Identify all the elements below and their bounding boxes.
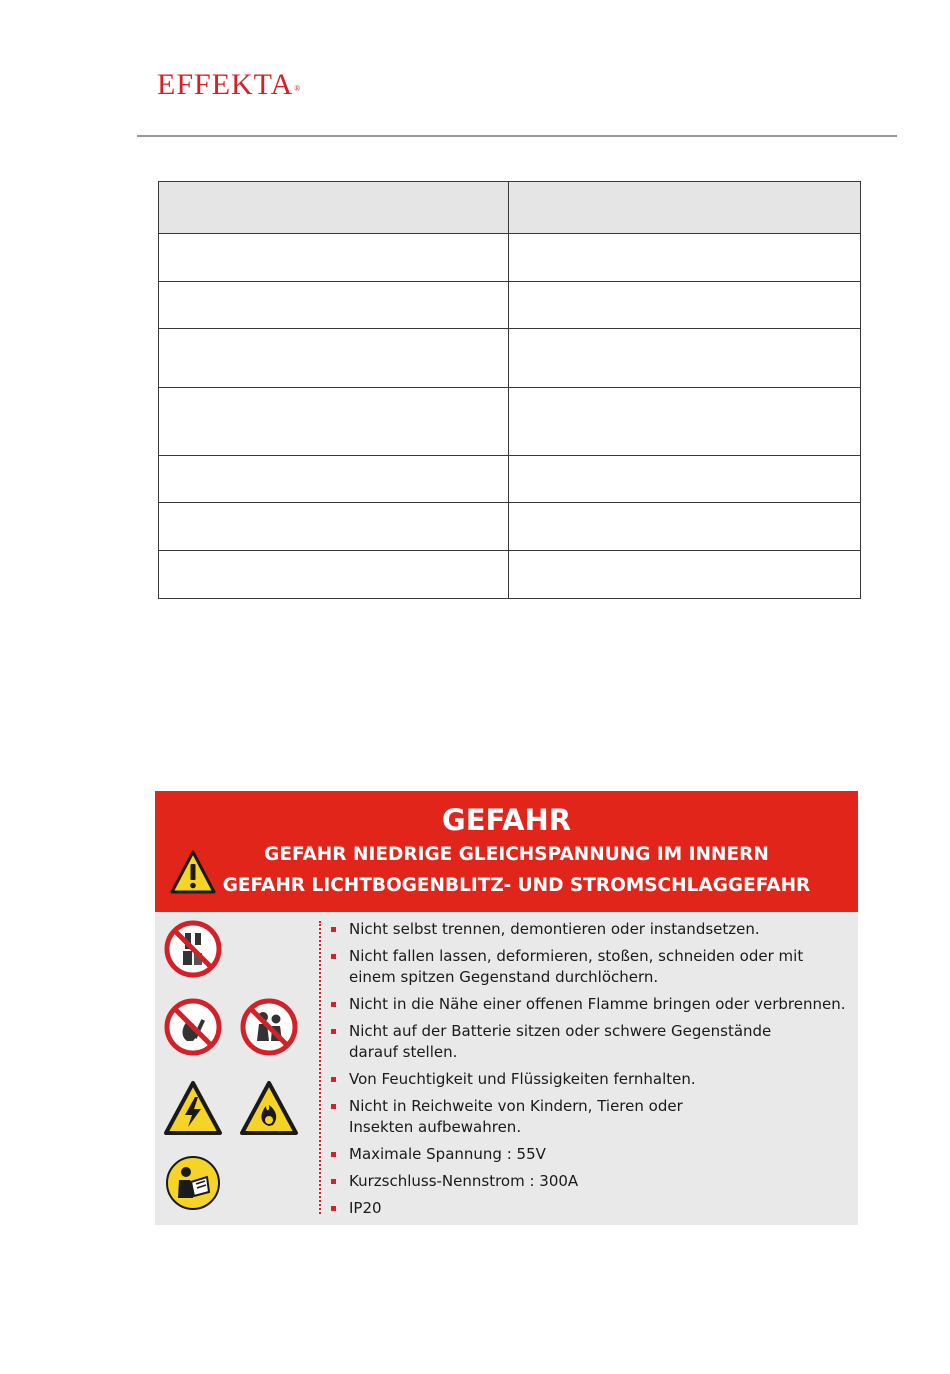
table-cell <box>509 329 861 388</box>
danger-label <box>155 791 858 1225</box>
no-open-flame-icon <box>163 997 223 1062</box>
list-item: Nicht in Reichweite von Kindern, Tieren oder Insekten aufbewahren. <box>329 1096 854 1138</box>
danger-label-header <box>155 791 858 912</box>
spec-table <box>158 181 861 599</box>
list-item: Nicht in die Nähe einer offenen Flamme bringen oder verbrennen. <box>329 994 854 1015</box>
keep-away-from-children-icon <box>239 997 299 1062</box>
list-item: Von Feuchtigkeit und Flüssigkeiten fernhalten. <box>329 1069 854 1090</box>
list-item: IP20 <box>329 1198 854 1219</box>
safety-instructions-list <box>329 919 854 1225</box>
no-disassembly-icon <box>163 919 223 984</box>
table-cell <box>159 551 509 599</box>
list-item: Maximale Spannung : 55V <box>329 1144 854 1165</box>
table-row <box>159 388 861 456</box>
table-cell <box>509 551 861 599</box>
effekta-logo <box>157 66 299 104</box>
table-cell <box>159 388 509 456</box>
header-divider <box>137 135 897 137</box>
list-item: Nicht auf der Batterie sitzen oder schwere Gegenstände darauf stellen. <box>329 1021 854 1063</box>
danger-subtitle-voltage: GEFAHR NIEDRIGE GLEICHSPANNUNG IM INNERN <box>264 844 769 865</box>
flammable-warning-icon <box>239 1079 299 1142</box>
table-row <box>159 329 861 388</box>
table-cell <box>509 282 861 329</box>
danger-title: GEFAHR <box>441 803 572 837</box>
danger-subtitle-arc-flash: GEFAHR LICHTBOGENBLITZ- UND STROMSCHLAGGEFAHR <box>222 875 811 896</box>
table-header-cell <box>159 182 509 234</box>
table-cell <box>509 503 861 551</box>
table-cell <box>159 329 509 388</box>
table-row <box>159 551 861 599</box>
electric-shock-warning-icon <box>163 1079 223 1142</box>
list-item: Nicht fallen lassen, deformieren, stoßen, schneiden oder mit einem spitzen Gegenstand durchlöchern. <box>329 946 854 988</box>
read-manual-icon <box>164 1154 222 1217</box>
table-cell <box>509 456 861 503</box>
table-row <box>159 234 861 282</box>
label-divider <box>319 921 321 1214</box>
list-item: Kurzschluss-Nennstrom : 300A <box>329 1171 854 1192</box>
table-row <box>159 456 861 503</box>
table-cell <box>509 234 861 282</box>
table-cell <box>159 282 509 329</box>
table-header-row <box>159 182 861 234</box>
table-cell <box>159 456 509 503</box>
table-header-cell <box>509 182 861 234</box>
registered-mark: ® <box>294 84 301 93</box>
table-row <box>159 503 861 551</box>
table-cell <box>509 388 861 456</box>
list-item: Nicht selbst trennen, demontieren oder instandsetzen. <box>329 919 854 940</box>
table-row <box>159 282 861 329</box>
table-cell <box>159 503 509 551</box>
logo-text: EFFEKTA <box>157 68 294 101</box>
table-cell <box>159 234 509 282</box>
